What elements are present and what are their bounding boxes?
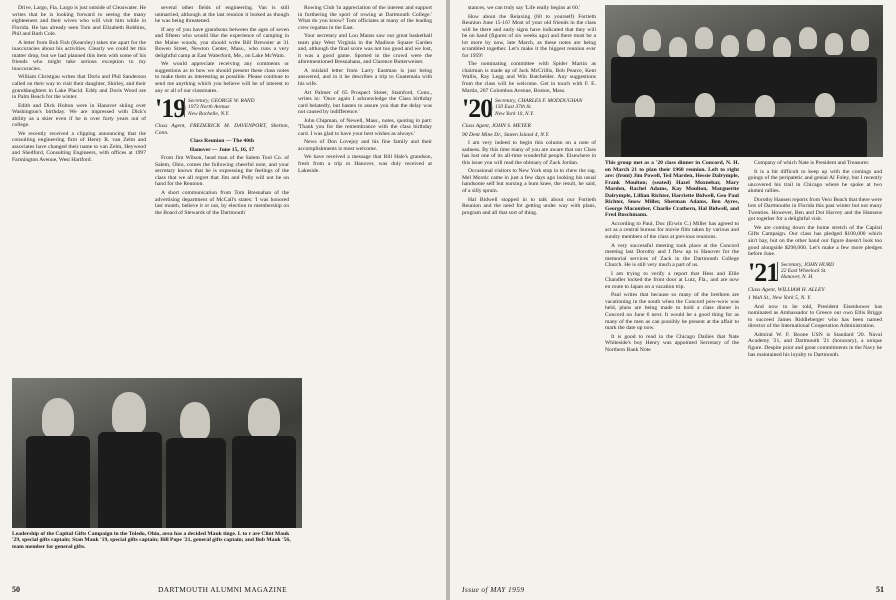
right-column-2 [605, 160, 739, 576]
class-year: '21 [748, 257, 779, 287]
paragraph: Company of which Nate is President and Treasurer. [754, 160, 870, 166]
paragraph: A very successful meeting took place at the Concord meeting last Dorothy and I flew up to Hanover for the memorial services of Zack in the Dartmouth College Church. He is still very much a part of us. [605, 242, 739, 269]
paragraph: How about the Relaxing (60 to yourself) Fortieth Reunion June 15-16? Most of your old friends in the class will be there and early signs have indicated that they will be on hand (figures of six weeks ago) and there must be a lot more by now, late March, as these notes are being scrambled together. Let's make it the biggest reunion ever for 1959! [462, 13, 596, 59]
secretary-city: New Rochelle, N.Y. [188, 110, 230, 117]
paragraph: Dorothy Hansen reports from Vero Beach that there were lots of Dartmouths in Florida this past winter but not many Twenties. However, Ben and Dot Harvey and the Hansens got together for a delightful visit. [748, 196, 882, 223]
page-number-right: 51 [876, 585, 884, 594]
paragraph: Paul writes that because so many of the brethren are vacationing in the south when the Concord pow-wow was held, plans are being made to hold a class dinner in Concord on June 6 next. It would be a good thing for as many of the men as can possibly be present at the affair to mark the date up now. [605, 292, 739, 332]
class-year: '19 [155, 94, 186, 124]
class-1919-header [155, 94, 289, 124]
paragraph: If any of you have grandsons between the ages of seven and fifteen who would like the experience of camping in the Maine woods, you should write Bill Brewster at 31 Bowen Street, Newton Center, Mass., who runs a very delightful camp at East Waterford, Me., on Lake McWain. [155, 26, 289, 59]
reunion-notice: Class Reunion — The 40th [190, 138, 254, 145]
paragraph: According to Paul, Doc (Erwin C.) Miller has agreed to act as a central bureau for movie film taken by various and sundry members of the class at previous reunions. [605, 220, 739, 241]
secretary-city: New York 10, N.Y. [495, 110, 534, 117]
paragraph: It is good to read in the Chicago Dailies that Nate Whiteside's boy Henry was appointed Secretary of the Northern Bank Note [605, 333, 739, 353]
group-photo-toledo [12, 378, 302, 528]
class-1921-header [748, 257, 882, 287]
paragraph: I am very indeed to begin this column on a note of sadness. By this time many of you are aware that our Class has lost one of its all-time wonderful people. Elsewhere in this issue you will read the obituary of Zack Jordan. [462, 140, 596, 166]
class-agent: Class Agent, WILLIAM H. ALLEY [748, 286, 825, 293]
left-page [0, 0, 446, 600]
secretary-address: 1973 North Avenue [188, 104, 230, 111]
paragraph: stances, we can truly say 'Life really begins at 60.' [468, 5, 581, 11]
paragraph: We recently received a clipping announcing that the consulting engineering firm of Henry R. van Zelm and associates have changed their name to van Zelm, Heywood and Shedford, Consulting Engineers, with offices at 1997 Farmington Avenue, West Hartford. [12, 130, 146, 164]
right-page [450, 0, 896, 600]
class-year: '20 [462, 94, 493, 124]
paragraph: Rowing Club 'in appreciation of the interest and support in furthering the sport of rowing at Dartmouth College.' What do you know? Tom officiates at many of the leading crew regattas in the East. [298, 5, 432, 31]
paragraph: The nominating committee with Spider Martin as chairman is made up of Jack McCrillis, Bob Pearce, Kent Wallis, Ray Legg and Win Batchelder. Any suggestions from the class will be welcome. Get in touch with F. E. Martin, 287 Colombus Avenue, Boston, Mass. [462, 61, 596, 94]
class-secretary-block [491, 98, 582, 117]
photo-caption: Leadership of the Capital Gifts Campaign in the Toledo, Ohio, area has a decided Mauk tinge. L to r are Clint Mauk '29, special gifts captain; Stan Mauk '19, special gifts captain; Bill Pope '21, general gifts captain; and Bob Mauk '56, team member for general gifts. [12, 531, 291, 550]
class-1920-header [462, 94, 596, 124]
right-column-1 [462, 5, 596, 577]
class-agent-address: 90 Dent Mine Dr., Staten Island 4, N.Y. [462, 131, 550, 138]
paragraph: We have received a message that Bill Hale's grandson, fresh from a trip to Hanover, was duly received at Lakeside. [298, 154, 432, 174]
paragraph: News of Don Lovejoy and his fine family and their accomplishments is most welcome. [298, 139, 432, 152]
paragraph: Drive, Largo, Fla. Largo is just outside of Clearwater. He writes that he is looking forward to seeing the many eighteeners and their wives who will visit him while in Florida. He has already seen Tom and Elizabeth Robbins, Phil and Ruth Cole. [12, 5, 146, 38]
class-secretary-block [777, 262, 834, 281]
paragraph: Edith and Dick Holton were in Hanover skiing over Washington's birthday. We are impressed with Dick's ability as a skier even if he is over forty years out of college. [12, 102, 146, 129]
secretary-line: Secretary, JOHN HURD [781, 261, 834, 268]
paragraph: Hal Bidwell stopped in to talk about our Fortieth Reunion and the need for getting under way with plans, program and all that sort of thing. [462, 196, 596, 216]
paragraph: Occasional visitors to New York stop in to chew the rag. Mel Moxtic came in just a few days ago looking his usual handsome self but nursing a bum knee, the result, he said, of a silly sprain. [462, 168, 596, 195]
paragraph: A short communication from Tom Bresnahan of the advertising department of McCall's states: 'I was honored last month, believe it or not, by election to membership on the Board of Stewards of the Dartmouth' [155, 190, 289, 216]
paragraph: From Jim Wilson, head man of the Salem Tool Co. of Salem, Ohio, comes the following cheerful note, and your secretary knows that he is expressing the feelings of the class that we all regret that Jim and Polly will not be on hand for the Reunion. [155, 155, 289, 188]
paragraph: We would appreciate receiving any comments or suggestions as to how we should present these class notes to make them as interesting as possible. Please continue to send me anything which you believe will be of interest to any or all of our classmates. [155, 61, 289, 94]
paragraph: We are coming down the home stretch of the Capital Gifts Campaign. Our class has pledged $100,000 which ain't hay, but on the other hand our figure doesn't look too good alongside $298,000. Let's make a few more pledges before June. [748, 224, 882, 258]
paragraph: A letter from Bob Fish (Kearsley) takes me apart for the inaccuracies about his activities. Clearly we could let this matter drop, but we had planned this item with some of his friends who might take serious exception to my inaccuracies. [12, 39, 146, 72]
running-title-right: Issue of MAY 1959 [462, 585, 525, 594]
group-photo-class-1920 [605, 5, 883, 157]
class-agent: Class Agent, FREDERICK M. DAVENPORT, Shelton, Conn. [155, 123, 289, 136]
paragraph: Your secretary and Lou Manss saw our great basketball team play West Virginia in the Madison Square Garden and, although the final score was not too good and we lost, it was a good game. Spotted in the crowd were the aforementioned Bresnahans, and Clarence Butterweiser. [298, 33, 432, 66]
running-title-left: DARTMOUTH ALUMNI MAGAZINE [158, 585, 288, 594]
secretary-line: Secretary, CHARLES F. MODDUGHAN [495, 98, 583, 105]
secretary-address: 150 East 37th St. [495, 104, 532, 111]
paragraph: It is a bit difficult to keep up with the comings and goings of the peripatetic and genial Al Foley, but I recently uncovered his trail in Chicago where he spoke at two alumni rallies. [748, 168, 882, 195]
paragraph: A mislaid letter from Larry Eastman is just being answered, and in it he describes a trip to Guatemala with his wife. [298, 67, 432, 88]
left-column-3 [298, 5, 432, 577]
paragraph: Admiral W. F. Boone USN is Standard '20. Naval Academy '21, and Dartmouth '21 (honorary), a unique figure. Despite prior and great commitments in the Navy he has maintained his loyalty to Dartmouth. [748, 331, 882, 358]
paragraph: several other fields of engineering. Van is still unmarried, although at the last reunion it looked as though he was being threatened. [155, 5, 289, 25]
secretary-city: Hanover, N. H. [781, 274, 814, 281]
class-secretary-block [184, 98, 255, 117]
class-agent-address: 1 Wall St., New York 5, N. Y. [748, 295, 812, 302]
paragraph: I am trying to verify a report that Hess and Ellie Chandler locked the front door at Lutz, Fla., and are now en route to Japan on a vacation trip. [605, 270, 739, 290]
class-agent: Class Agent, JOHN S. MEYER [462, 123, 531, 130]
right-column-3 [748, 160, 882, 576]
reunion-dates: Hanover — June 15, 16, 17 [189, 146, 255, 153]
paragraph: And now to be told, President Eisenhower has nominated as Ambassador to Greece our own Ellis Briggs to succeed James Riddleberger who has been named director of the International Cooperation Administration. [748, 303, 882, 330]
paragraph: John Chipman, of Newell, Mass., notes, quoting in part: 'Thank you for the remembrance with the class birthday card. I was glad to have your best wishes as always.' [298, 117, 432, 137]
page-number-left: 50 [12, 585, 20, 594]
paragraph: William Christgau writes that Doris and Phil Sanderson called on their way to visit their daughter, Shirley, and their granddaughters in Lake Placid. Eddy and Doris Wood are in Palm Beach for the winter. [12, 74, 146, 101]
secretary-line: Secretary, GEORGE W. RAND [188, 98, 255, 105]
photo-caption: This group met as a '20 class dinner in Concord, N. H. on March 21 to plan their 1960 reunion. Left to right are: (front) Jim Powell, Ted Marden, Hessie Dalrymple, Frank Moulton; (seated) Hazel Moxnebar, Mary Marden, Rachel Adams, Kay Moulton, Marguerite Dalrymple, Lillian Richter, Harriette Bidwell, Geo Paul Richter, Snow Miller, Sherman Adams, Ben Ayres, George Macomber, Charlie Crathern, Hal Bidwell, and Fred Buschmann. [605, 160, 739, 219]
paragraph: Art Palmer of 65 Prospect Street, Stamford, Conn., writes in: 'Once again I acknowledge the Class birthday card belatedly, but hasten to assure you that the delay was not caused by indifference.' [298, 89, 432, 116]
secretary-address: 22 East Wheelock St. [781, 267, 827, 274]
